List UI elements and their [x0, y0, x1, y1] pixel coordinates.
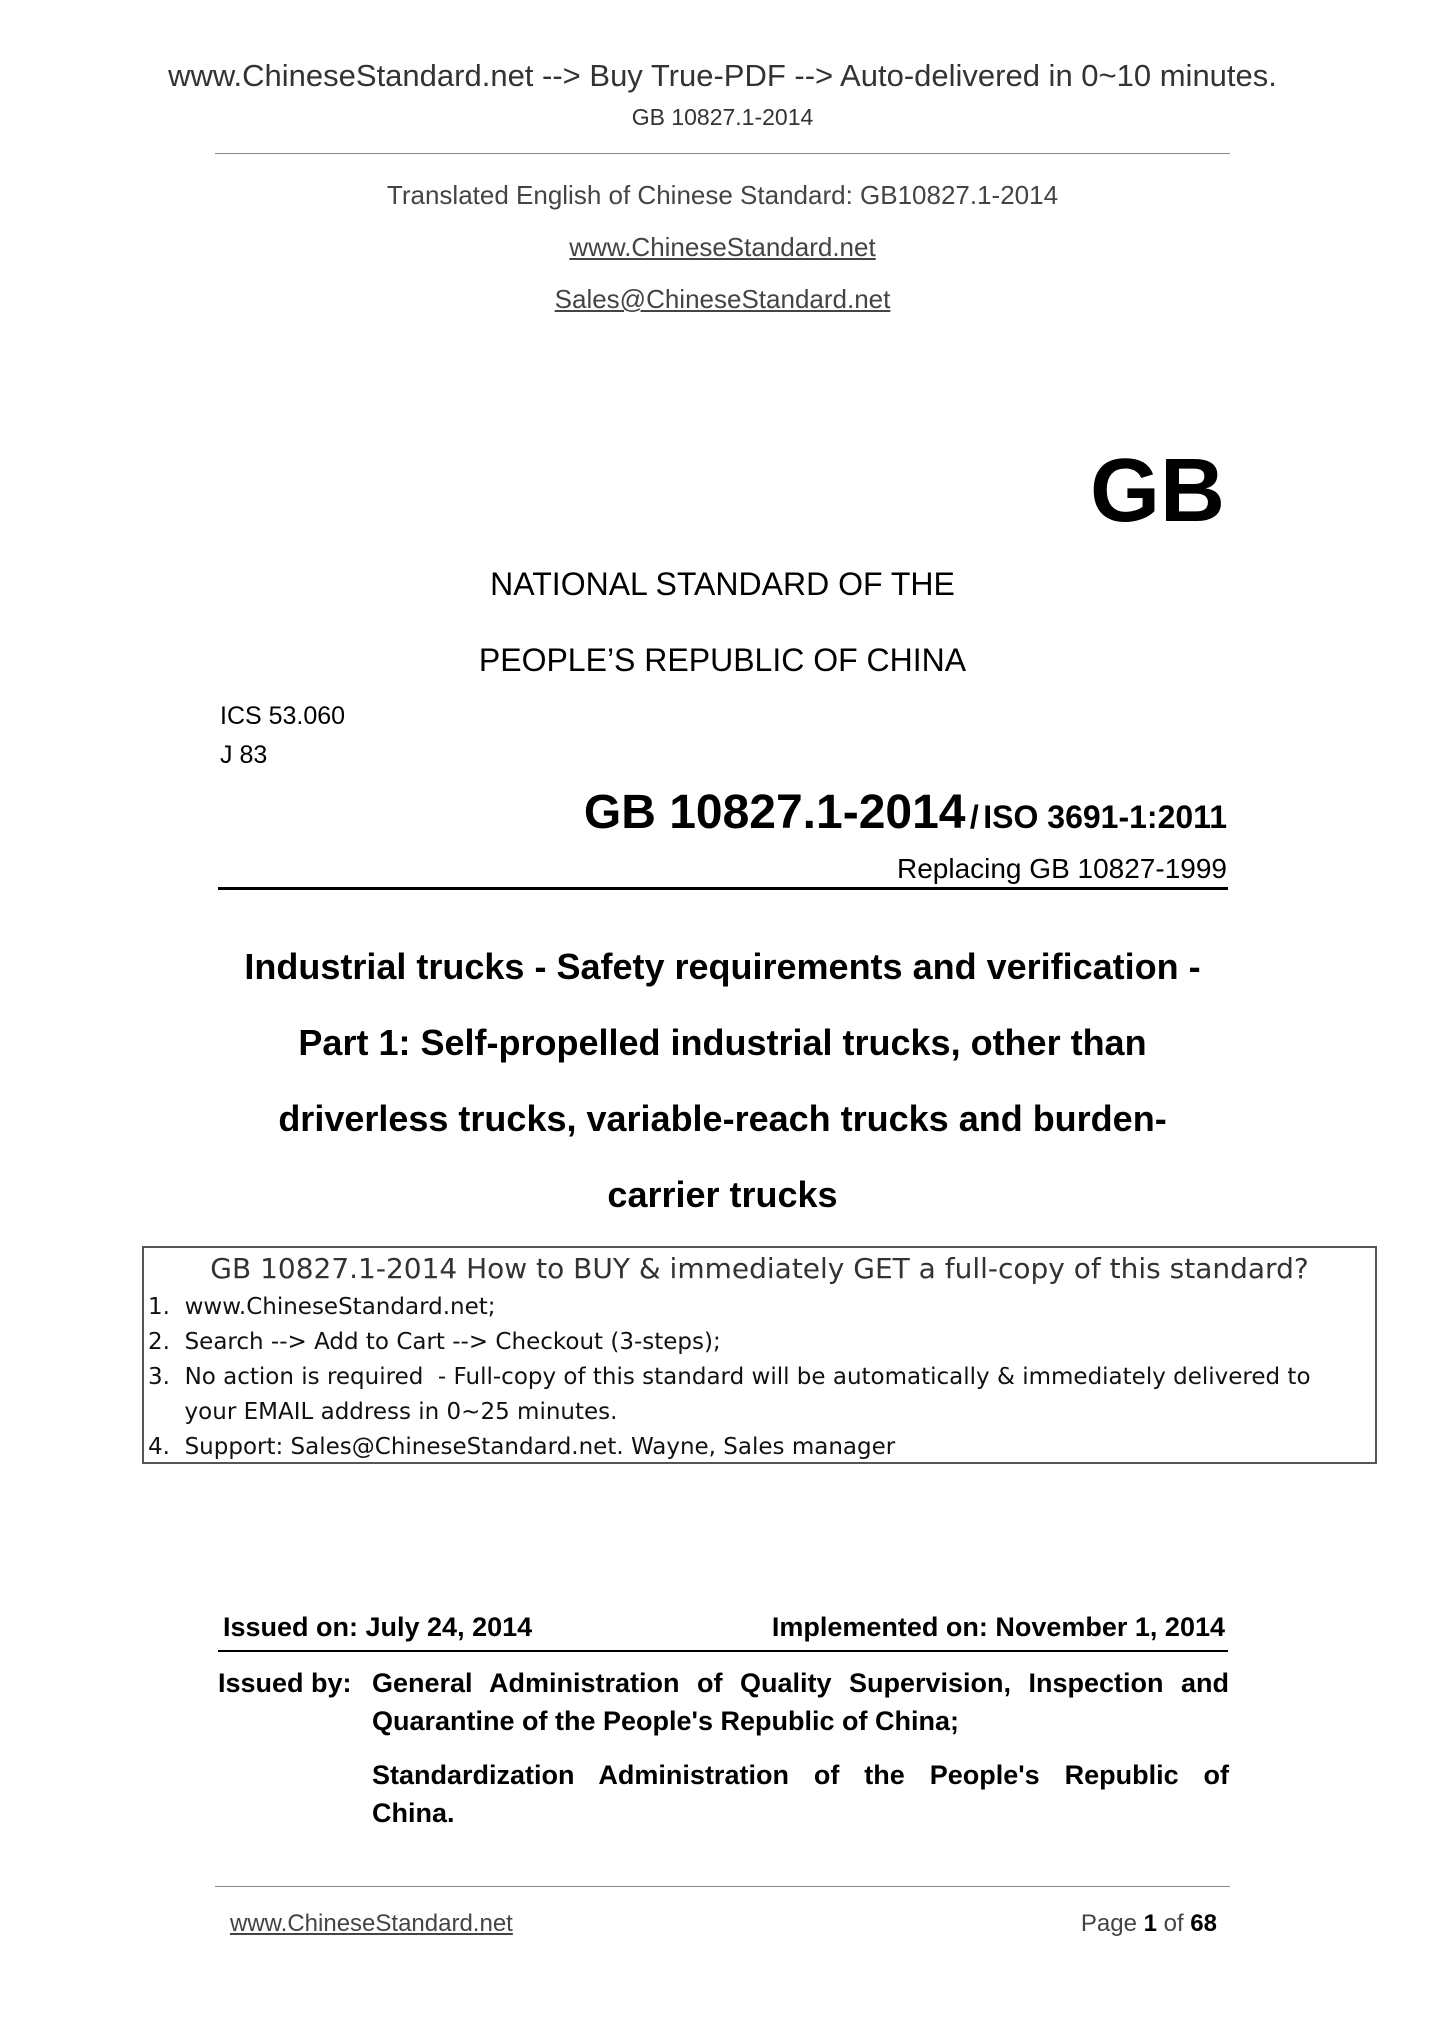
implemented-on: Implemented on: November 1, 2014 — [771, 1612, 1225, 1642]
buy-step-4: 4. Support: Sales@ChineseStandard.net. Wayne, Sales manager — [148, 1434, 896, 1460]
issued-by-org-2-line-1: Standardization Administration of the People's Republic of — [372, 1760, 1229, 1790]
title-line-2: Part 1: Self-propelled industrial trucks, other than — [298, 1022, 1147, 1063]
ics-code: ICS 53.060 — [220, 702, 346, 730]
page-indicator — [1081, 1910, 1217, 1938]
title-line-4: carrier trucks — [607, 1174, 838, 1215]
national-standard-line-1: NATIONAL STANDARD OF THE — [490, 566, 955, 602]
issued-by-label: Issued by: — [218, 1668, 352, 1698]
website-link[interactable]: www.ChineseStandard.net — [569, 232, 876, 262]
translated-title: Translated English of Chinese Standard: GB10827.1-2014 — [386, 180, 1059, 210]
j-code: J 83 — [220, 741, 268, 769]
header-promo-line: www.ChineseStandard.net --> Buy True-PDF --> Auto-delivered in 0~10 minutes. — [168, 58, 1277, 93]
header-divider — [215, 153, 1230, 154]
standard-number — [584, 785, 1227, 840]
page-total: 68 — [1190, 1910, 1217, 1937]
buy-step-2: 2. Search --> Add to Cart --> Checkout (3-steps); — [148, 1329, 721, 1355]
issued-by-org-1-line-2: Quarantine of the People's Republic of China; — [372, 1706, 959, 1736]
buy-step-3: 3. No action is required - Full-copy of this standard will be automatically & immediately delivered to — [148, 1364, 1311, 1390]
gb-number: GB 10827.1-2014 — [583, 786, 966, 839]
page-prefix: Page — [1080, 1910, 1144, 1937]
footer-divider — [215, 1886, 1230, 1887]
issued-on: Issued on: July 24, 2014 — [223, 1612, 533, 1642]
buy-box-title: GB 10827.1-2014 How to BUY & immediately GET a full-copy of this standard? — [210, 1252, 1309, 1285]
footer-website-link[interactable]: www.ChineseStandard.net — [230, 1910, 513, 1937]
issue-divider — [218, 1650, 1228, 1652]
page-current: 1 — [1143, 1910, 1157, 1937]
buy-step-3-cont: your EMAIL address in 0~25 minutes. — [148, 1399, 618, 1425]
issued-by-org-1-line-1: General Administration of Quality Supervision, Inspection and — [372, 1668, 1229, 1698]
number-separator: / — [969, 799, 979, 835]
header-doc-code: GB 10827.1-2014 — [631, 104, 814, 130]
iso-number: ISO 3691-1:2011 — [983, 799, 1227, 835]
email-link[interactable]: Sales@ChineseStandard.net — [554, 284, 891, 314]
title-line-3: driverless trucks, variable-reach trucks and burden- — [278, 1098, 1167, 1139]
national-standard-line-2: PEOPLE’S REPUBLIC OF CHINA — [478, 642, 967, 678]
page-of: of — [1156, 1910, 1191, 1937]
buy-step-1: 1. www.ChineseStandard.net; — [148, 1294, 496, 1320]
title-divider — [218, 887, 1228, 890]
replacing-note: Replacing GB 10827-1999 — [896, 853, 1227, 884]
issued-by-org-2-line-2: China. — [372, 1798, 455, 1828]
gb-mark: GB — [1090, 441, 1225, 541]
buy-instructions-box — [142, 1246, 1377, 1464]
title-line-1: Industrial trucks - Safety requirements and verification - — [244, 946, 1201, 987]
